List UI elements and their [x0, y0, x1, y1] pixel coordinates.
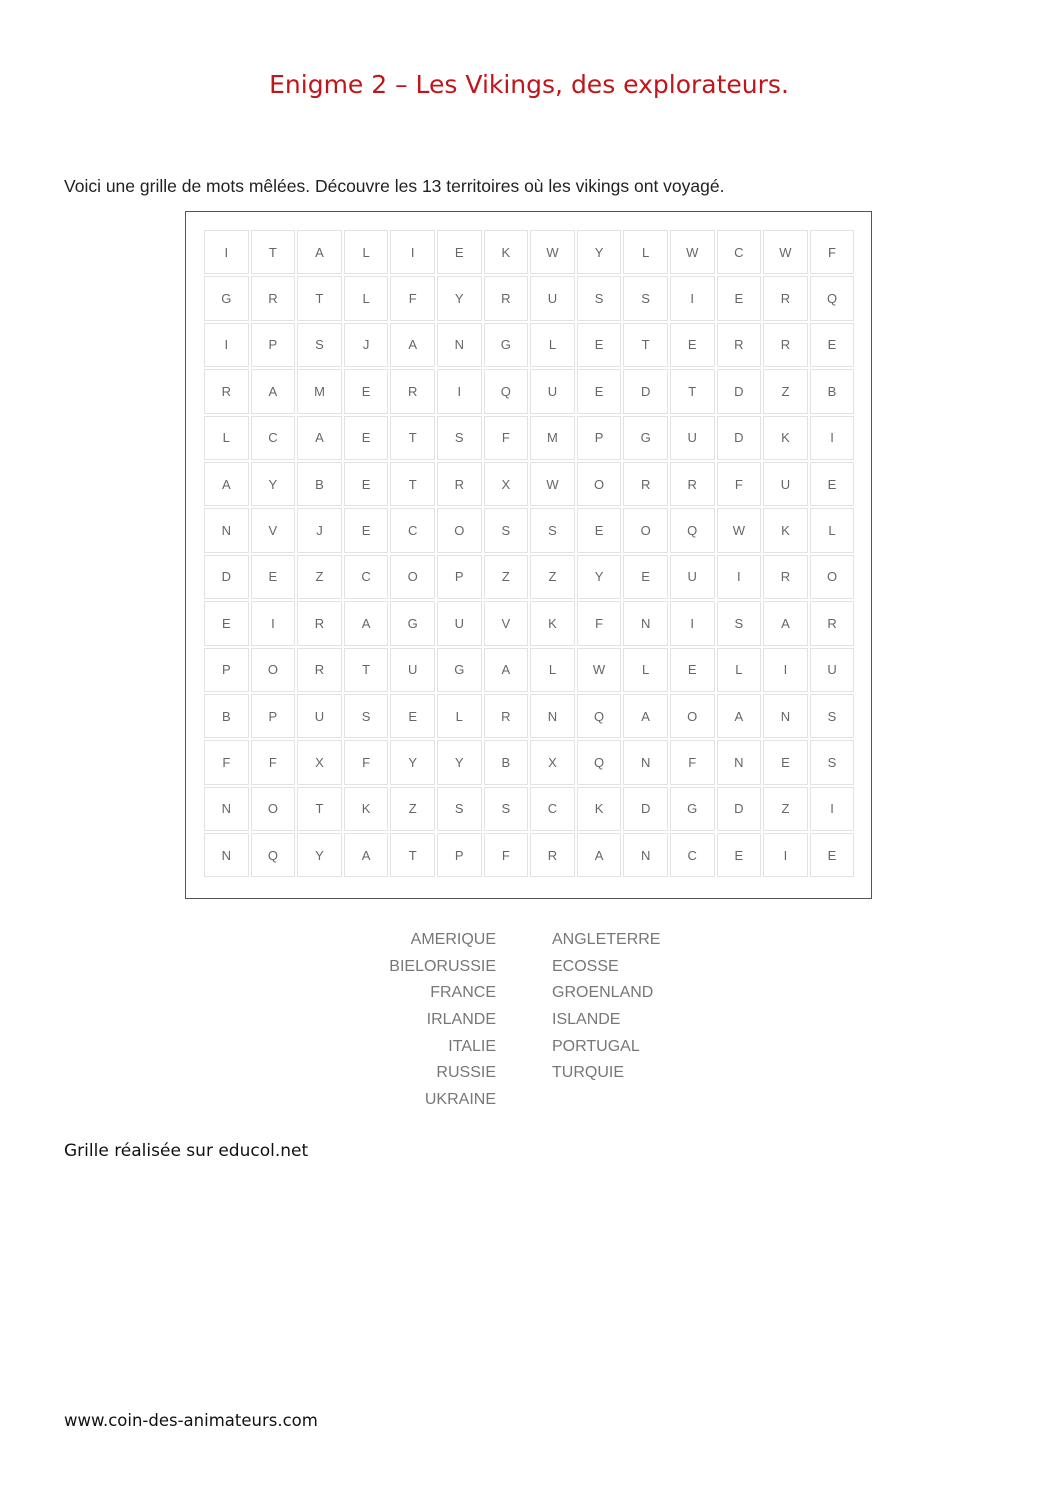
grid-cell: C [530, 787, 575, 831]
grid-cell: U [763, 462, 808, 506]
grid-cell: T [251, 230, 296, 274]
grid-cell: K [344, 787, 389, 831]
grid-cell: F [810, 230, 855, 274]
grid-cell: Y [437, 276, 482, 320]
grid-cell: N [763, 694, 808, 738]
grid-cell: A [717, 694, 762, 738]
grid-cell: N [204, 833, 249, 877]
grid-cell: S [297, 323, 342, 367]
grid-cell: U [530, 369, 575, 413]
grid-cell: I [670, 276, 715, 320]
word-list-item: UKRAINE [424, 1091, 496, 1109]
grid-credit: Grille réalisée sur educol.net [64, 1141, 309, 1161]
grid-cell: X [297, 740, 342, 784]
grid-cell: T [344, 648, 389, 692]
grid-cell: T [623, 323, 668, 367]
grid-cell: E [763, 740, 808, 784]
grid-cell: O [437, 508, 482, 552]
grid-cell: W [717, 508, 762, 552]
grid-cell: Q [577, 694, 622, 738]
grid-cell: L [623, 648, 668, 692]
grid-cell: E [623, 555, 668, 599]
grid-cell: R [297, 601, 342, 645]
grid-cell: D [717, 369, 762, 413]
grid-cell: I [390, 230, 435, 274]
grid-cell: K [484, 230, 529, 274]
grid-cell: A [204, 462, 249, 506]
grid-cell: R [763, 323, 808, 367]
grid-cell: R [251, 276, 296, 320]
grid-cell: R [763, 555, 808, 599]
grid-cell: F [484, 833, 529, 877]
grid-cell: Y [577, 230, 622, 274]
grid-cell: R [390, 369, 435, 413]
grid-cell: U [670, 555, 715, 599]
grid-cell: E [670, 323, 715, 367]
grid-cell: A [297, 416, 342, 460]
grid-cell: Q [810, 276, 855, 320]
grid-cell: N [437, 323, 482, 367]
grid-cell: F [204, 740, 249, 784]
grid-cell: I [810, 787, 855, 831]
grid-cell: E [390, 694, 435, 738]
grid-cell: D [623, 787, 668, 831]
grid-cell: F [484, 416, 529, 460]
grid-cell: E [577, 508, 622, 552]
grid-cell: I [204, 230, 249, 274]
grid-cell: O [623, 508, 668, 552]
grid-cell: S [577, 276, 622, 320]
grid-cell: S [717, 601, 762, 645]
grid-cell: F [251, 740, 296, 784]
grid-cell: L [344, 230, 389, 274]
grid-cell: U [437, 601, 482, 645]
grid-cell: N [204, 508, 249, 552]
grid-cell: N [623, 740, 668, 784]
grid-cell: L [530, 648, 575, 692]
grid-cell: T [390, 462, 435, 506]
grid-cell: U [670, 416, 715, 460]
grid-cell: N [530, 694, 575, 738]
grid-cell: E [717, 833, 762, 877]
grid-cell: P [251, 323, 296, 367]
word-list-item: ISLANDE [552, 1011, 621, 1029]
grid-cell: C [390, 508, 435, 552]
grid-cell: P [437, 833, 482, 877]
grid-cell: X [484, 462, 529, 506]
grid-cell: T [297, 276, 342, 320]
grid-cell: K [763, 508, 808, 552]
grid-cell: X [530, 740, 575, 784]
grid-cell: E [670, 648, 715, 692]
grid-cell: R [670, 462, 715, 506]
grid-cell: R [484, 694, 529, 738]
grid-cell: F [577, 601, 622, 645]
grid-cell: D [717, 416, 762, 460]
grid-cell: N [623, 601, 668, 645]
grid-cell: E [717, 276, 762, 320]
grid-cell: R [623, 462, 668, 506]
grid-cell: G [484, 323, 529, 367]
grid-cell: R [484, 276, 529, 320]
grid-cell: U [530, 276, 575, 320]
grid-cell: E [344, 369, 389, 413]
grid-cell: E [577, 323, 622, 367]
grid-cell: F [670, 740, 715, 784]
grid-cell: C [717, 230, 762, 274]
grid-cell: R [437, 462, 482, 506]
word-list-item: ANGLETERRE [552, 931, 661, 948]
word-list-item: AMERIQUE [410, 931, 496, 948]
grid-cell: Y [251, 462, 296, 506]
grid-cell: B [204, 694, 249, 738]
grid-cell: P [577, 416, 622, 460]
grid-cell: O [577, 462, 622, 506]
grid-cell: O [670, 694, 715, 738]
grid-cell: W [530, 462, 575, 506]
grid-cell: P [204, 648, 249, 692]
grid-cell: I [763, 648, 808, 692]
grid-cell: A [344, 833, 389, 877]
grid-cell: N [204, 787, 249, 831]
grid-cell: F [390, 276, 435, 320]
grid-cell: Q [484, 369, 529, 413]
grid-cell: B [810, 369, 855, 413]
grid-cell: K [763, 416, 808, 460]
grid-cell: A [623, 694, 668, 738]
grid-cell: N [623, 833, 668, 877]
grid-cell: I [763, 833, 808, 877]
grid-cell: S [437, 416, 482, 460]
grid-cell: L [810, 508, 855, 552]
grid-cell: A [344, 601, 389, 645]
grid-cell: B [297, 462, 342, 506]
grid-cell: W [670, 230, 715, 274]
word-list-item: FRANCE [430, 984, 496, 1002]
grid-cell: S [623, 276, 668, 320]
grid-cell: G [390, 601, 435, 645]
grid-cell: S [530, 508, 575, 552]
grid-cell: Z [484, 555, 529, 599]
grid-cell: S [810, 740, 855, 784]
grid-cell: K [577, 787, 622, 831]
grid-cell: W [530, 230, 575, 274]
grid-cell: C [251, 416, 296, 460]
grid-cell: E [344, 416, 389, 460]
grid-cell: S [344, 694, 389, 738]
grid-cell: V [484, 601, 529, 645]
grid-cell: E [810, 833, 855, 877]
grid-cell: L [437, 694, 482, 738]
grid-cell: Z [530, 555, 575, 599]
grid-cell: Q [577, 740, 622, 784]
grid-cell: F [344, 740, 389, 784]
grid-cell: E [810, 462, 855, 506]
grid-cell: G [204, 276, 249, 320]
grid-cell: T [390, 833, 435, 877]
grid-cell: M [530, 416, 575, 460]
grid-cell: D [623, 369, 668, 413]
grid-cell: C [670, 833, 715, 877]
grid-cell: U [810, 648, 855, 692]
grid-cell: R [297, 648, 342, 692]
grid-cell: E [204, 601, 249, 645]
grid-cell: R [810, 601, 855, 645]
grid-cell: S [484, 787, 529, 831]
word-list-item: BIELORUSSIE [389, 957, 496, 975]
grid-cell: Z [763, 787, 808, 831]
grid-cell: O [251, 648, 296, 692]
grid-cell: G [670, 787, 715, 831]
grid-cell: E [344, 508, 389, 552]
grid-cell: L [717, 648, 762, 692]
grid-cell: R [204, 369, 249, 413]
grid-cell: A [251, 369, 296, 413]
grid-cell: O [390, 555, 435, 599]
grid-cell: P [251, 694, 296, 738]
word-list-item: TURQUIE [552, 1064, 624, 1082]
word-list-item: PORTUGAL [552, 1037, 640, 1055]
grid-cell: T [670, 369, 715, 413]
grid-cell: O [810, 555, 855, 599]
grid-cell: E [437, 230, 482, 274]
grid-cell: A [763, 601, 808, 645]
grid-cell: T [390, 416, 435, 460]
grid-cell: V [251, 508, 296, 552]
grid-cell: G [437, 648, 482, 692]
grid-cell: Z [763, 369, 808, 413]
grid-cell: L [623, 230, 668, 274]
grid-cell: I [204, 323, 249, 367]
grid-cell: F [717, 462, 762, 506]
grid-cell: S [810, 694, 855, 738]
instructions-text: Voici une grille de mots mêlées. Découvre les 13 territoires où les vikings ont voyagé. [64, 176, 725, 196]
grid-cell: A [390, 323, 435, 367]
grid-cell: A [297, 230, 342, 274]
grid-cell: B [484, 740, 529, 784]
word-list-item: IRLANDE [426, 1011, 496, 1029]
grid-cell: R [763, 276, 808, 320]
grid-cell: P [437, 555, 482, 599]
grid-cell: K [530, 601, 575, 645]
grid-cell: D [204, 555, 249, 599]
grid-cell: E [251, 555, 296, 599]
grid-cell: I [670, 601, 715, 645]
word-list-item: ITALIE [448, 1037, 496, 1055]
grid-cell: S [484, 508, 529, 552]
grid-cell: Y [577, 555, 622, 599]
grid-cell: Y [390, 740, 435, 784]
grid-cell: R [530, 833, 575, 877]
grid-cell: N [717, 740, 762, 784]
word-search-grid [204, 230, 854, 877]
grid-cell: I [437, 369, 482, 413]
grid-cell: L [204, 416, 249, 460]
grid-cell: A [484, 648, 529, 692]
grid-cell: G [623, 416, 668, 460]
word-list-left-column [389, 929, 496, 1116]
grid-cell: A [577, 833, 622, 877]
grid-cell: R [717, 323, 762, 367]
grid-cell: E [577, 369, 622, 413]
word-list-item: ECOSSE [552, 957, 619, 975]
grid-cell: I [717, 555, 762, 599]
grid-cell: O [251, 787, 296, 831]
grid-cell: E [810, 323, 855, 367]
grid-cell: U [297, 694, 342, 738]
grid-cell: Q [670, 508, 715, 552]
grid-cell: E [344, 462, 389, 506]
grid-cell: Z [297, 555, 342, 599]
grid-cell: Q [251, 833, 296, 877]
grid-cell: U [390, 648, 435, 692]
grid-cell: D [717, 787, 762, 831]
grid-cell: J [297, 508, 342, 552]
word-list-right-column [552, 929, 660, 1089]
grid-cell: Y [437, 740, 482, 784]
page-title: Enigme 2 – Les Vikings, des explorateurs. [269, 70, 789, 99]
grid-cell: W [763, 230, 808, 274]
grid-cell: W [577, 648, 622, 692]
grid-cell: Y [297, 833, 342, 877]
grid-cell: M [297, 369, 342, 413]
grid-cell: J [344, 323, 389, 367]
grid-cell: S [437, 787, 482, 831]
footer-url: www.coin-des-animateurs.com [64, 1411, 318, 1430]
grid-cell: L [344, 276, 389, 320]
word-list-item: GROENLAND [552, 984, 654, 1002]
grid-cell: C [344, 555, 389, 599]
grid-cell: T [297, 787, 342, 831]
grid-cell: Z [390, 787, 435, 831]
grid-cell: I [251, 601, 296, 645]
word-list-item: RUSSIE [436, 1064, 496, 1082]
grid-cell: I [810, 416, 855, 460]
grid-cell: L [530, 323, 575, 367]
